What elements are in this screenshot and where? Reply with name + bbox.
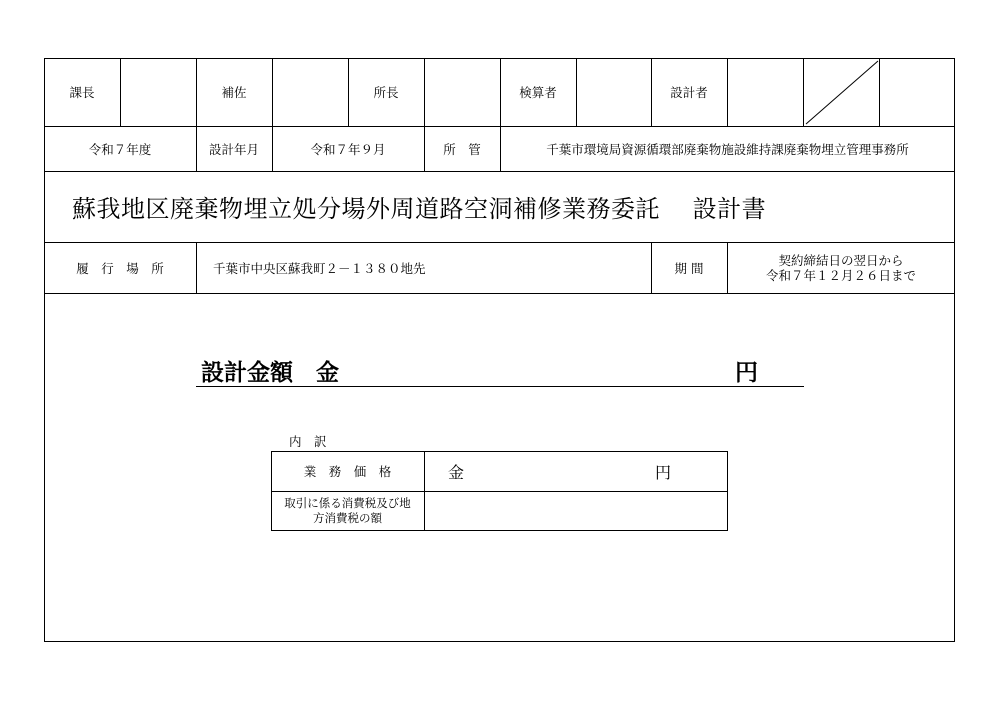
design-date: 令和７年９月	[310, 141, 386, 157]
label-hosa: 補佐	[221, 85, 247, 100]
period-label: 期 間	[674, 260, 704, 276]
amount-underline	[196, 386, 804, 387]
row-divider	[44, 293, 955, 294]
column-divider	[424, 58, 425, 126]
breakdown-heading: 内 訳	[289, 434, 327, 449]
label-kensansha: 検算者	[519, 85, 557, 100]
period-line-1: 契約締結日の翌日から	[778, 252, 904, 268]
fiscal-year: 令和７年度	[88, 141, 152, 157]
business-price-label: 業 務 価 格	[303, 464, 392, 479]
period	[727, 242, 955, 293]
column-divider	[727, 58, 728, 126]
business-price-prefix: 金	[448, 462, 465, 482]
column-divider	[272, 58, 273, 126]
table-column-divider	[424, 451, 425, 531]
design-amount-label: 設計金額 金	[201, 360, 339, 386]
column-divider	[120, 58, 121, 126]
design-amount-unit: 円	[735, 360, 758, 386]
business-price-unit: 円	[655, 462, 672, 482]
jurisdiction: 千葉市環境局資源循環部廃棄物施設維持課廃棄物埋立管理事務所	[546, 141, 909, 157]
label-sekkeisha: 設計者	[670, 85, 708, 100]
label-kacho: 課長	[69, 85, 95, 100]
location: 千葉市中央区蘇我町２－１３８０地先	[213, 260, 426, 276]
document-title: 蘇我地区廃棄物埋立処分場外周道路空洞補修業務委託 設計書	[72, 195, 767, 223]
location-label: 履 行 場 所	[76, 260, 164, 276]
period-line-2: 令和７年１２月２６日まで	[765, 267, 916, 283]
jurisdiction-label: 所 管	[443, 141, 481, 157]
tax-label	[271, 491, 424, 531]
label-shocho: 所長	[373, 85, 399, 100]
tax-label-line-1: 取引に係る消費税及び地	[284, 496, 411, 510]
tax-label-line-2: 方消費税の額	[313, 511, 382, 525]
design-date-label: 設計年月	[208, 141, 259, 157]
diagonal-slash	[803, 58, 880, 127]
column-divider	[576, 58, 577, 126]
column-divider	[196, 242, 197, 293]
